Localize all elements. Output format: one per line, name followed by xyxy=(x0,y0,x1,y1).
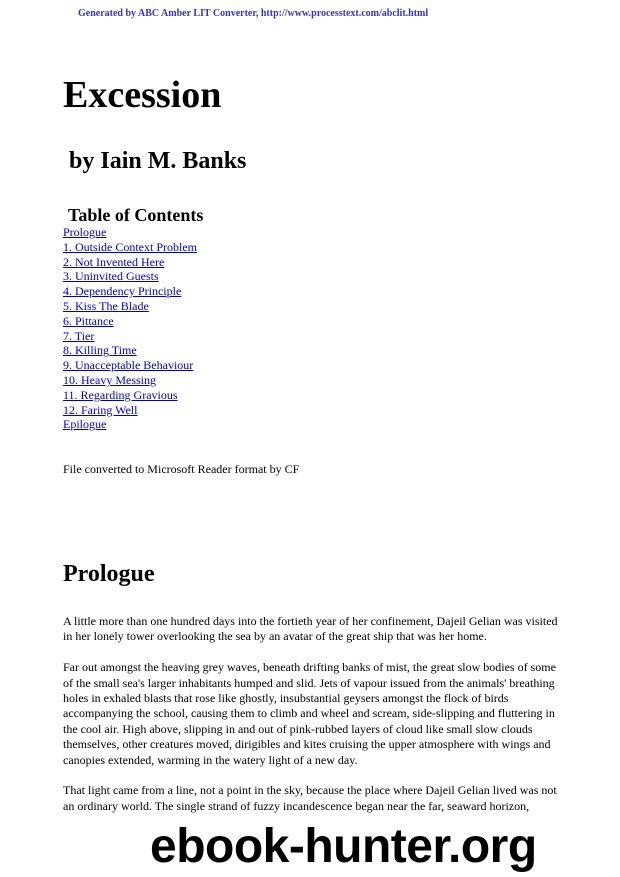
watermark: ebook-hunter.org xyxy=(150,820,537,873)
toc-link-chapter-8[interactable]: 8. Killing Time xyxy=(63,343,137,358)
toc-item xyxy=(63,284,197,299)
toc-item xyxy=(63,314,197,329)
converter-credit: Generated by ABC Amber LIT Converter, http://www.processtext.com/abclit.html xyxy=(78,8,429,19)
toc-link-chapter-2[interactable]: 2. Not Invented Here xyxy=(63,254,165,269)
toc-link-chapter-7[interactable]: 7. Tier xyxy=(63,328,95,343)
book-title: Excession xyxy=(63,74,222,116)
toc-item xyxy=(63,240,197,255)
paragraph: Far out amongst the heaving grey waves, beneath drifting banks of mist, the great slow bodies of some of the small sea's larger inhabitants humped and slid. Jets of vapour issued from the animals' breathing holes in exhaled blasts that rose like ghostly, insubstantial geysers amongst the flock of birds accompanying the school, causing them to climb and wheel and scream, side-slipping and fluttering in the cool air. High above, slipping in and out of pink-rubbed layers of cloud like small slow clouds themselves, other creatures moved, dirigibles and kites cruising the upper atmosphere with wings and canopies extended, warming in the watery light of a new day. xyxy=(63,660,556,767)
toc-item xyxy=(63,403,197,418)
toc-link-chapter-1[interactable]: 1. Outside Context Problem xyxy=(63,239,197,254)
toc-link-chapter-11[interactable]: 11. Regarding Gravious xyxy=(63,387,178,402)
conversion-note: File converted to Microsoft Reader format by CF xyxy=(63,462,300,476)
toc-item xyxy=(63,417,197,432)
toc-link-chapter-3[interactable]: 3. Uninvited Guests xyxy=(63,269,159,284)
toc-link-chapter-12[interactable]: 12. Faring Well xyxy=(63,402,138,417)
toc-heading: Table of Contents xyxy=(68,205,204,225)
toc-link-chapter-5[interactable]: 5. Kiss The Blade xyxy=(63,298,149,313)
toc-link-epilogue[interactable]: Epilogue xyxy=(63,417,107,432)
toc-link-chapter-10[interactable]: 10. Heavy Messing xyxy=(63,372,156,387)
paragraph: A little more than one hundred days into the fortieth year of her confinement, Dajeil Gelian was visited in her lonely tower overlooking the sea by an avatar of the great ship that was her home. xyxy=(63,614,558,644)
chapter-title: Prologue xyxy=(63,561,155,587)
toc-item xyxy=(63,329,197,344)
toc-item xyxy=(63,269,197,284)
toc-link-chapter-9[interactable]: 9. Unacceptable Behaviour xyxy=(63,358,194,373)
toc-item xyxy=(63,388,197,403)
paragraph: That light came from a line, not a point in the sky, because the place where Dajeil Gelian lived was not an ordinary world. The single strand of fuzzy incandescence began near the far, seaward horizon, xyxy=(63,783,557,813)
toc-item xyxy=(63,343,197,358)
toc-item xyxy=(63,299,197,314)
table-of-contents xyxy=(63,225,197,432)
toc-link-prologue[interactable]: Prologue xyxy=(63,225,107,239)
toc-item xyxy=(63,358,197,373)
toc-item xyxy=(63,373,197,388)
toc-item xyxy=(63,225,197,240)
toc-link-chapter-6[interactable]: 6. Pittance xyxy=(63,313,114,328)
chapter-body xyxy=(63,614,558,830)
toc-link-chapter-4[interactable]: 4. Dependency Principle xyxy=(63,284,182,299)
book-author: by Iain M. Banks xyxy=(69,148,247,174)
toc-item xyxy=(63,255,197,270)
